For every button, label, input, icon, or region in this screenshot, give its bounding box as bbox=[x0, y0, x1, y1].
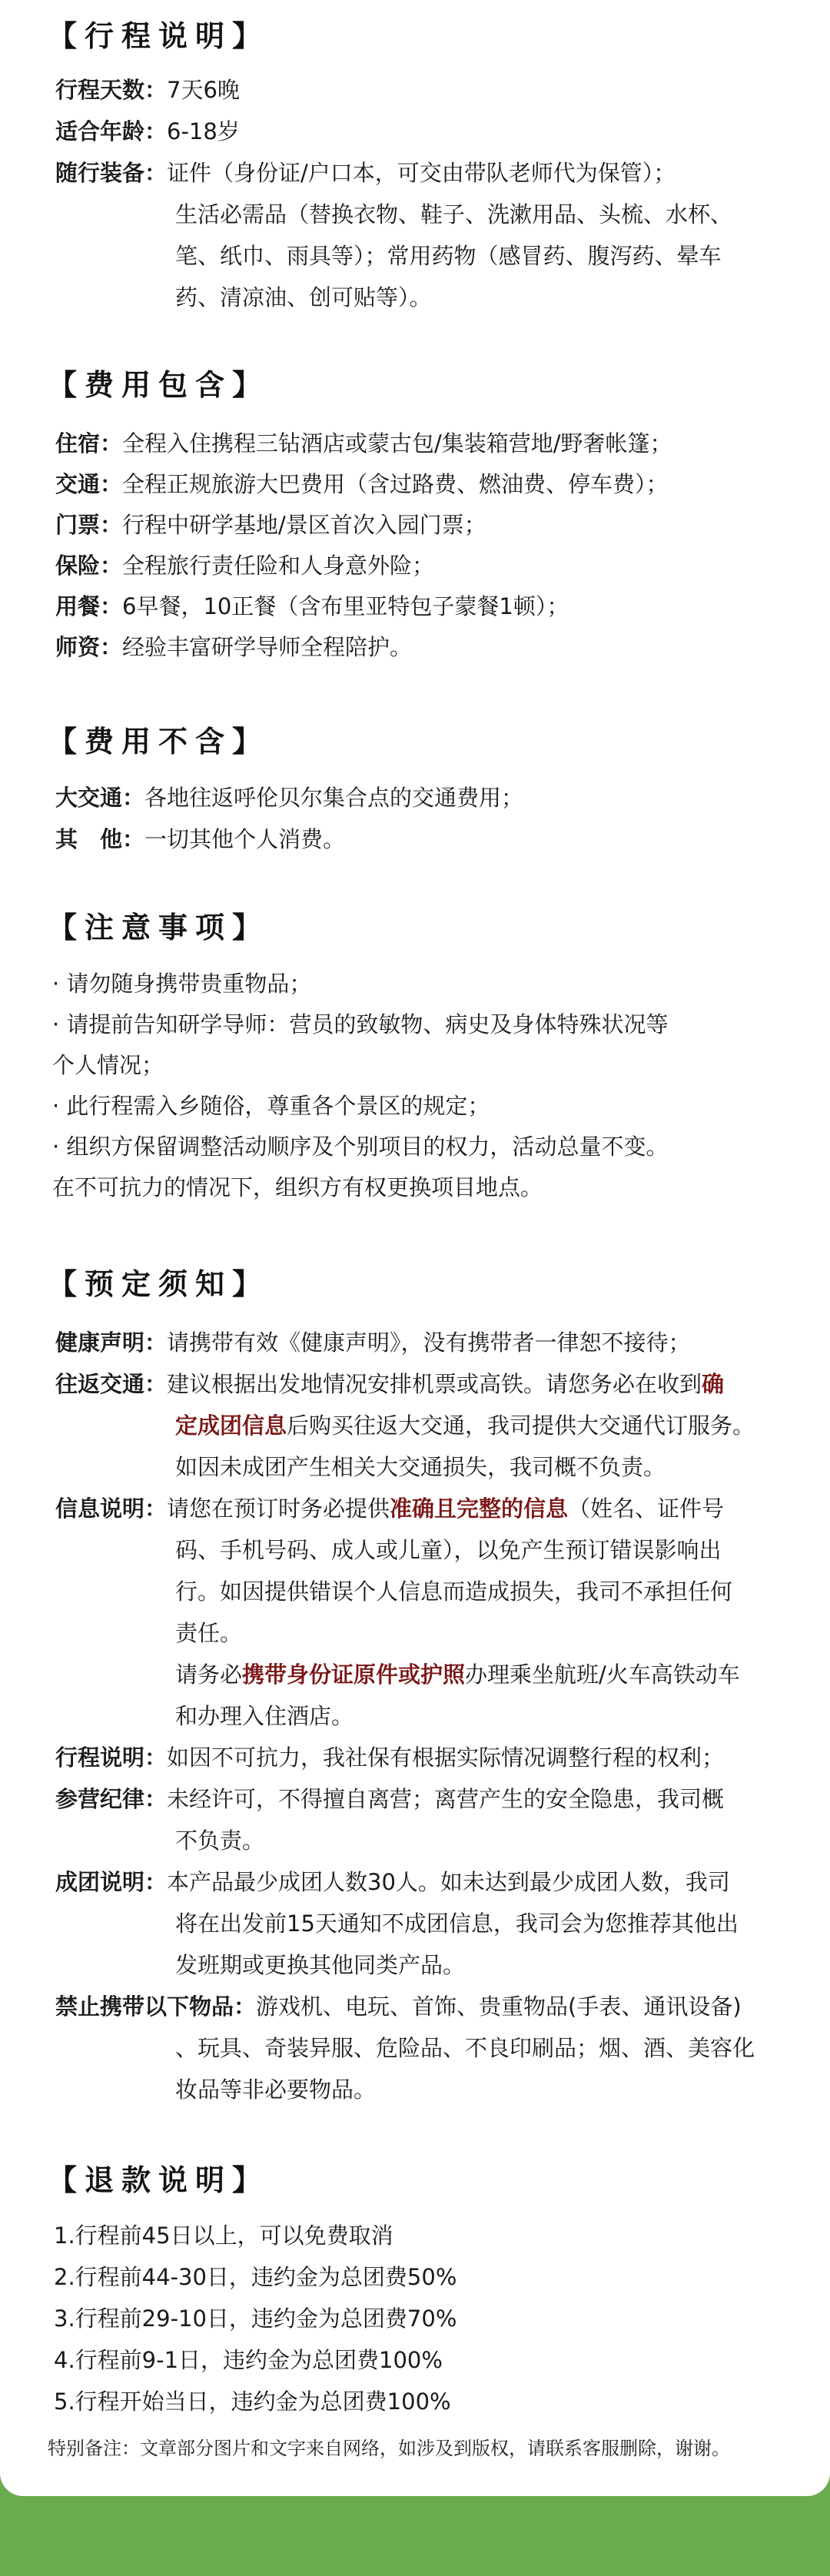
excluded-item bbox=[55, 777, 523, 818]
gear-row bbox=[55, 152, 676, 194]
days-row bbox=[55, 69, 240, 111]
info-text: （姓名、证件号 bbox=[568, 1495, 725, 1522]
group-label: 成团说明： bbox=[55, 1869, 168, 1895]
included-label: 用餐： bbox=[55, 593, 123, 619]
group-line: 发班期或更换其他同类产品。 bbox=[175, 1952, 466, 1978]
info-text: 请您在预订时务必提供 bbox=[167, 1495, 390, 1522]
gear-line: 生活必需品（替换衣物、鞋子、洗漱用品、头梳、水杯、 bbox=[175, 201, 733, 227]
included-text: 全程正规旅游大巴费用（含过路费、燃油费、停车费）； bbox=[122, 471, 669, 497]
section-title-refund: 【退款说明】 bbox=[48, 2163, 270, 2197]
refund-line: 1.行程前45日以上，可以免费取消 bbox=[54, 2222, 393, 2249]
refund-line: 3.行程前29-10日，违约金为总团费70% bbox=[54, 2305, 457, 2332]
info-line bbox=[175, 1654, 740, 1695]
refund-line: 2.行程前44-30日，违约金为总团费50% bbox=[54, 2264, 457, 2290]
section-title-itinerary: 【行程说明】 bbox=[48, 19, 270, 53]
health-text: 请携带有效《健康声明》，没有携带者一律恕不接待； bbox=[167, 1329, 691, 1356]
included-text: 经验丰富研学导师全程陪护。 bbox=[122, 634, 413, 660]
transport-line bbox=[175, 1405, 755, 1446]
forbid-text: 游戏机、电玩、首饰、贵重物品(手表、通讯设备) bbox=[256, 1993, 742, 2020]
notice-line: · 此行程需入乡随俗，尊重各个景区的规定； bbox=[52, 1093, 490, 1119]
discipline-row bbox=[55, 1778, 724, 1820]
transport-label: 往返交通： bbox=[55, 1371, 168, 1397]
trip-row bbox=[55, 1737, 724, 1778]
forbid-line: 妆品等非必要物品。 bbox=[175, 2076, 377, 2103]
included-text: 行程中研学基地/景区首次入园门票； bbox=[122, 512, 486, 538]
notice-line: 在不可抗力的情况下，组织方有权更换项目地点。 bbox=[52, 1174, 543, 1200]
notice-line: · 请提前告知研学导师：营员的致敏物、病史及身体特殊状况等 bbox=[52, 1011, 669, 1037]
group-line: 将在出发前15天通知不成团信息，我司会为您推荐其他出 bbox=[175, 1910, 739, 1937]
excluded-text: 各地往返呼伦贝尔集合点的交通费用； bbox=[144, 785, 524, 811]
forbid-label: 禁止携带以下物品： bbox=[55, 1993, 257, 2020]
included-item bbox=[55, 423, 672, 464]
discipline-text: 未经许可，不得擅自离营；离营产生的安全隐患，我司概 bbox=[167, 1786, 725, 1812]
included-item bbox=[55, 545, 434, 586]
included-item bbox=[55, 586, 569, 627]
section-title-booking: 【预定须知】 bbox=[48, 1267, 270, 1301]
info-text: 请务必 bbox=[175, 1661, 243, 1688]
included-label: 住宿： bbox=[55, 430, 123, 456]
group-row bbox=[55, 1861, 730, 1903]
gear-line: 药、清凉油、创可贴等）。 bbox=[175, 284, 432, 310]
info-line: 行。如因提供错误个人信息而造成损失，我司不承担任何 bbox=[175, 1578, 733, 1605]
included-label: 保险： bbox=[55, 553, 123, 579]
section-title-notice: 【注意事项】 bbox=[48, 911, 270, 944]
info-label: 信息说明： bbox=[55, 1495, 168, 1522]
highlight-text: 准确且完整的信息 bbox=[390, 1495, 569, 1522]
copyright-note: 特别备注：文章部分图片和文字来自网络，如涉及到版权，请联系客服删除，谢谢。 bbox=[48, 2438, 730, 2459]
gear-line: 笔、纸巾、雨具等）；常用药物（感冒药、腹泻药、晕车 bbox=[175, 243, 722, 269]
age-label: 适合年龄： bbox=[55, 118, 168, 144]
gear-line: 证件（身份证/户口本，可交由带队老师代为保管）； bbox=[167, 160, 676, 186]
highlight-text: 确 bbox=[702, 1371, 725, 1397]
refund-line: 4.行程前9-1日，违约金为总团费100% bbox=[54, 2347, 443, 2373]
transport-text: 建议根据出发地情况安排机票或高铁。请您务必在收到 bbox=[167, 1371, 702, 1397]
discipline-label: 参营纪律： bbox=[55, 1786, 168, 1812]
discipline-line: 不负责。 bbox=[175, 1827, 265, 1854]
included-label: 门票： bbox=[55, 512, 123, 538]
highlight-text: 携带身份证原件或护照 bbox=[242, 1661, 466, 1688]
excluded-item bbox=[55, 818, 345, 860]
info-row bbox=[55, 1488, 724, 1529]
gear-label: 随行装备： bbox=[55, 160, 168, 186]
notice-line: · 组织方保留调整活动顺序及个别项目的权力，活动总量不变。 bbox=[52, 1134, 669, 1160]
included-text: 全程旅行责任险和人身意外险； bbox=[122, 553, 435, 579]
info-line: 码、手机号码、成人或儿童），以免产生预订错误影响出 bbox=[175, 1537, 722, 1563]
info-line: 和办理入住酒店。 bbox=[175, 1703, 354, 1729]
included-item bbox=[55, 626, 412, 668]
health-row bbox=[55, 1322, 691, 1363]
included-label: 交通： bbox=[55, 471, 123, 497]
transport-row bbox=[55, 1363, 724, 1405]
info-text: 办理乘坐航班/火车高铁动车 bbox=[465, 1661, 740, 1688]
info-line: 责任。 bbox=[175, 1620, 243, 1646]
forbid-line: 、玩具、奇装异服、危险品、不良印刷品；烟、酒、美容化 bbox=[175, 2035, 755, 2061]
trip-text: 如因不可抗力，我社保有根据实际情况调整行程的权利； bbox=[167, 1744, 725, 1771]
excluded-label: 大交通： bbox=[55, 785, 145, 811]
days-label: 行程天数： bbox=[55, 77, 168, 103]
included-item bbox=[55, 504, 486, 546]
excluded-label: 其 他： bbox=[55, 826, 145, 852]
age-value: 6-18岁 bbox=[167, 118, 240, 144]
refund-line: 5.行程开始当日，违约金为总团费100% bbox=[54, 2388, 451, 2415]
age-row bbox=[55, 111, 240, 152]
included-label: 师资： bbox=[55, 634, 123, 660]
group-text: 本产品最少成团人数30人。如未达到最少成团人数，我司 bbox=[167, 1869, 730, 1895]
transport-line: 如因未成团产生相关大交通损失，我司概不负责。 bbox=[175, 1454, 666, 1480]
days-value: 7天6晚 bbox=[167, 77, 240, 103]
transport-text: 后购买往返大交通，我司提供大交通代订服务。 bbox=[287, 1412, 755, 1439]
section-title-excluded: 【费用不含】 bbox=[48, 725, 270, 759]
included-text: 全程入住携程三钻酒店或蒙古包/集装箱营地/野奢帐篷； bbox=[122, 430, 672, 456]
notice-line: 个人情况； bbox=[52, 1052, 164, 1078]
health-label: 健康声明： bbox=[55, 1329, 168, 1356]
section-title-included: 【费用包含】 bbox=[48, 368, 270, 402]
highlight-text: 定成团信息 bbox=[175, 1412, 287, 1439]
included-text: 6早餐，10正餐（含布里亚特包子蒙餐1顿）； bbox=[122, 593, 569, 619]
included-item bbox=[55, 463, 669, 505]
excluded-text: 一切其他个人消费。 bbox=[144, 826, 346, 852]
trip-label: 行程说明： bbox=[55, 1744, 168, 1771]
forbid-row bbox=[55, 1986, 742, 2027]
notice-line: · 请勿随身携带贵重物品； bbox=[52, 971, 312, 997]
